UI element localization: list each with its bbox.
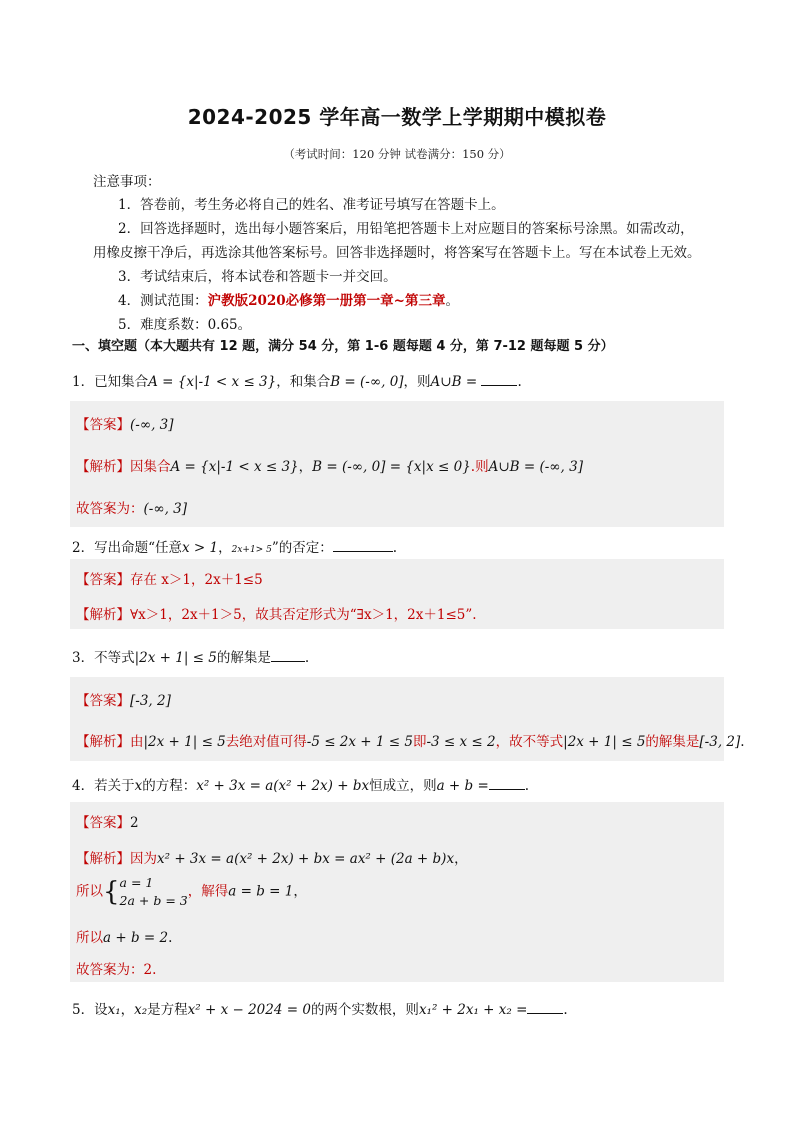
analysis-row: 【解析】因集合A = {x|-1 < x ≤ 3}，B = (-∞, 0] = {x|x ≤ 0}.则A∪B = (-∞, 3] bbox=[76, 459, 583, 475]
question-5: 5．设x₁，x₂是方程x² + x − 2024 = 0的两个实数根，则x₁² + 2x₁ + x₂ = . bbox=[72, 1002, 568, 1018]
exam-info: （考试时间：120 分钟 试卷满分：150 分） bbox=[283, 147, 511, 161]
answer-row: 【答案】2 bbox=[76, 815, 139, 831]
notice-item-3: 3．考试结束后，将本试卷和答题卡一并交回。 bbox=[118, 269, 397, 285]
notice-item-5: 5．难度系数：0.65。 bbox=[118, 317, 252, 333]
answer-blank bbox=[489, 777, 525, 790]
equation-system: a = 1 2a + b = 3 bbox=[119, 875, 188, 908]
notice-item-1: 1．答卷前，考生务必将自己的姓名、准考证号填写在答题卡上。 bbox=[118, 197, 505, 213]
question-1: 1．已知集合A = {x|-1 < x ≤ 3}，和集合B = (-∞, 0]，则A∪B = . bbox=[72, 374, 522, 390]
notice-item-4: 4．测试范围：沪教版2020必修第一册第一章~第三章。 bbox=[118, 293, 459, 309]
analysis-row: 【解析】∀x＞1，2x＋1＞5，故其否定形式为“∃x＞1，2x＋1≤5”. bbox=[76, 607, 477, 623]
notice-item-2-cont: 用橡皮擦干净后，再选涂其他答案标号。回答非选择题时，将答案写在答题卡上。写在本试卷上无效。 bbox=[93, 245, 701, 261]
question-4: 4．若关于x的方程：x² + 3x = a(x² + 2x) + bx恒成立，则a + b = . bbox=[72, 778, 530, 794]
answer-blank bbox=[333, 539, 393, 552]
notice-heading: 注意事项： bbox=[93, 174, 161, 190]
analysis-row: 【解析】因为x² + 3x = a(x² + 2x) + bx = ax² + (2a + b)x， bbox=[76, 851, 468, 867]
question-3: 3．不等式|2x + 1| ≤ 5的解集是 . bbox=[72, 650, 310, 666]
answer-blank bbox=[527, 1001, 563, 1014]
answer-row: 【答案】(-∞, 3] bbox=[76, 417, 174, 433]
final-answer-row: 故答案为：(-∞, 3] bbox=[76, 501, 188, 517]
sum-row: 所以a + b = 2. bbox=[76, 930, 173, 946]
analysis-row: 【解析】由|2x + 1| ≤ 5去绝对值可得-5 ≤ 2x + 1 ≤ 5即-3 ≤ x ≤ 2，故不等式|2x + 1| ≤ 5的解集是[-3, 2]. bbox=[76, 734, 745, 750]
final-answer-row: 故答案为：2. bbox=[76, 962, 157, 978]
solution-box-1 bbox=[70, 401, 724, 527]
system-row: 所以{a = 1 2a + b = 3，解得a = b = 1， bbox=[76, 875, 307, 908]
answer-row: 【答案】存在 x＞1，2x＋1≤5 bbox=[76, 572, 263, 588]
section-heading: 一、填空题（本大题共有 12 题，满分 54 分，第 1-6 题每题 4 分，第 7-12 题每题 5 分） bbox=[72, 339, 614, 354]
answer-blank bbox=[271, 649, 305, 662]
question-2: 2．写出命题“任意x > 1，2x+1> 5”的否定： . bbox=[72, 540, 398, 556]
solution-box-4 bbox=[70, 802, 724, 982]
test-scope: 沪教版2020必修第一册第一章~第三章 bbox=[207, 293, 446, 309]
solution-box-2 bbox=[70, 559, 724, 629]
page-title: 2024-2025 学年高一数学上学期期中模拟卷 bbox=[187, 105, 607, 129]
notice-item-2: 2．回答选择题时，选出每小题答案后，用铅笔把答题卡上对应题目的答案标号涂黑。如需改动， bbox=[118, 221, 694, 237]
answer-row: 【答案】[-3, 2] bbox=[76, 693, 171, 709]
solution-box-3 bbox=[70, 677, 745, 761]
answer-blank bbox=[481, 373, 517, 386]
